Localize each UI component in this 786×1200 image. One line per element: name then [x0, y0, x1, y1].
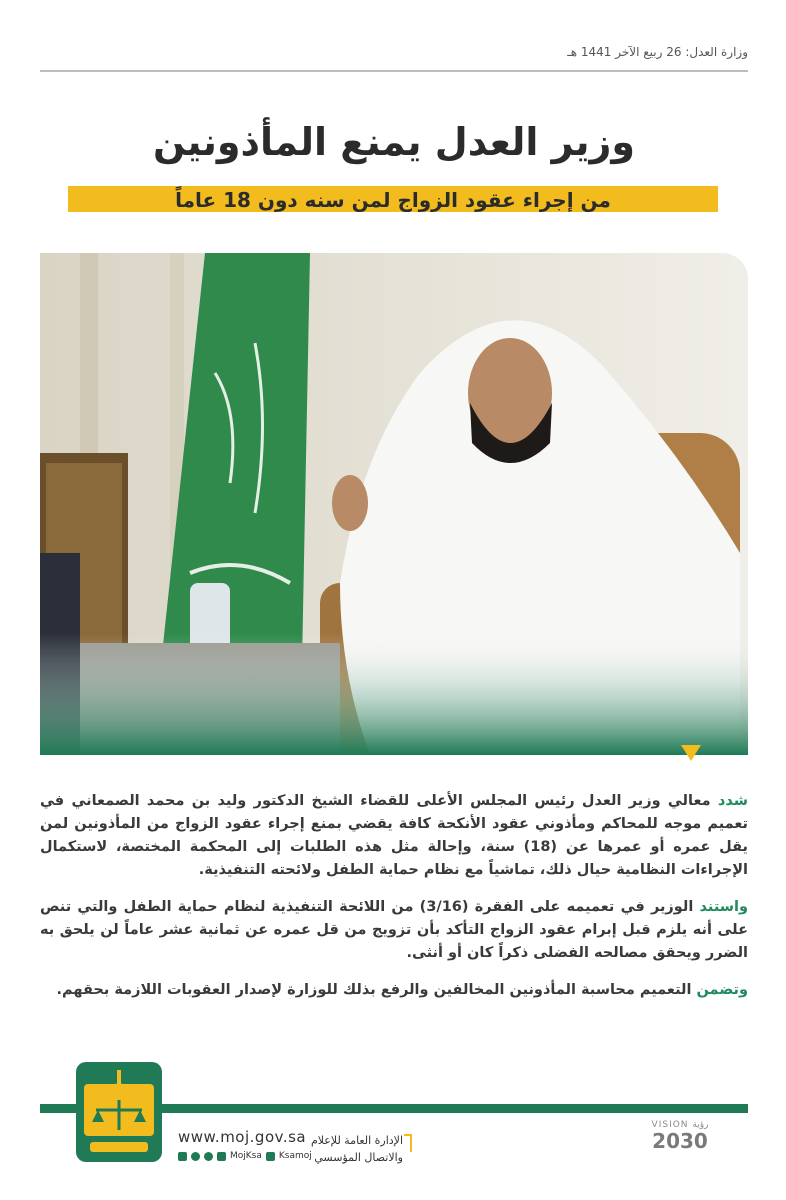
paragraph-2	[40, 896, 748, 965]
headline-title: وزير العدل يمنع المأذونين	[152, 120, 636, 164]
ministry-emblem-icon	[76, 1062, 162, 1162]
instagram-icon[interactable]	[191, 1152, 200, 1161]
header-divider	[40, 70, 748, 72]
snapchat-icon[interactable]	[204, 1152, 213, 1161]
social-handle-1: MojKsa	[230, 1151, 262, 1161]
vision-arabic: رؤية	[692, 1120, 709, 1130]
minister-photo	[40, 253, 748, 755]
header-date: وزارة العدل: 26 ربيع الآخر 1441 هـ	[567, 45, 748, 59]
article-body	[40, 790, 748, 1016]
paragraph-1-lead: شدد	[717, 793, 748, 809]
website-link[interactable]: www.moj.gov.sa	[178, 1128, 307, 1146]
youtube-icon[interactable]	[266, 1152, 275, 1161]
department-bracket-mark	[404, 1134, 412, 1152]
department-line-1: الإدارة العامة للإعلام	[310, 1134, 403, 1147]
department-name	[305, 1132, 403, 1166]
vision-2030-logo	[640, 1120, 720, 1152]
paragraph-2-lead: واستند	[699, 899, 748, 915]
social-links	[178, 1151, 312, 1161]
paragraph-3-text: التعميم محاسبة المأذونين المخالفين والرفع بذلك للوزارة لإصدار العقوبات اللازمة بحقهم.	[56, 982, 697, 998]
vision-label: VISION	[651, 1120, 689, 1130]
paragraph-2-text: الوزير في تعميمه على الفقرة (3/16) من اللائحة التنفيذية لنظام حماية الطفل والتي تنص على أنه يلزم قبل إبرام عقود الزواج التأكد بأن تزويج من قل عمره عن ثمانية عشر عاماً لن يلحق به الضرر ويحقق مصالحه الفضلى ذكراً كان أو أنثى.	[40, 899, 748, 961]
department-line-2: والاتصال المؤسسي	[314, 1151, 403, 1164]
linkedin-icon[interactable]	[217, 1152, 226, 1161]
paragraph-3-lead: وتضمن	[696, 982, 748, 998]
yellow-pointer-marker	[681, 745, 701, 761]
vision-year: 2030	[652, 1129, 708, 1153]
twitter-icon[interactable]	[178, 1152, 187, 1161]
paragraph-1-text: معالي وزير العدل رئيس المجلس الأعلى للقضاء الشيخ الدكتور وليد بن محمد الصمعاني في تعميم موجه للمحاكم ومأذوني عقود الأنكحة كافة يقضي بمنع إجراء عقود الزواج من المأذونين لمن يقل عمره أو عمرها عن (18) سنة، وإحالة مثل هذه الطلبات إلى المحكمة المختصة، لاستكمال الإجراءات النظامية حيال ذلك، تماشياً مع نظام حماية الطفل ولائحته التنفيذية.	[40, 793, 748, 878]
headline-subtitle: من إجراء عقود الزواج لمن سنه دون 18 عاماً	[175, 188, 611, 212]
social-handle-2: Ksamoj	[278, 1151, 312, 1161]
paragraph-3	[40, 979, 748, 1002]
paragraph-1	[40, 790, 748, 882]
